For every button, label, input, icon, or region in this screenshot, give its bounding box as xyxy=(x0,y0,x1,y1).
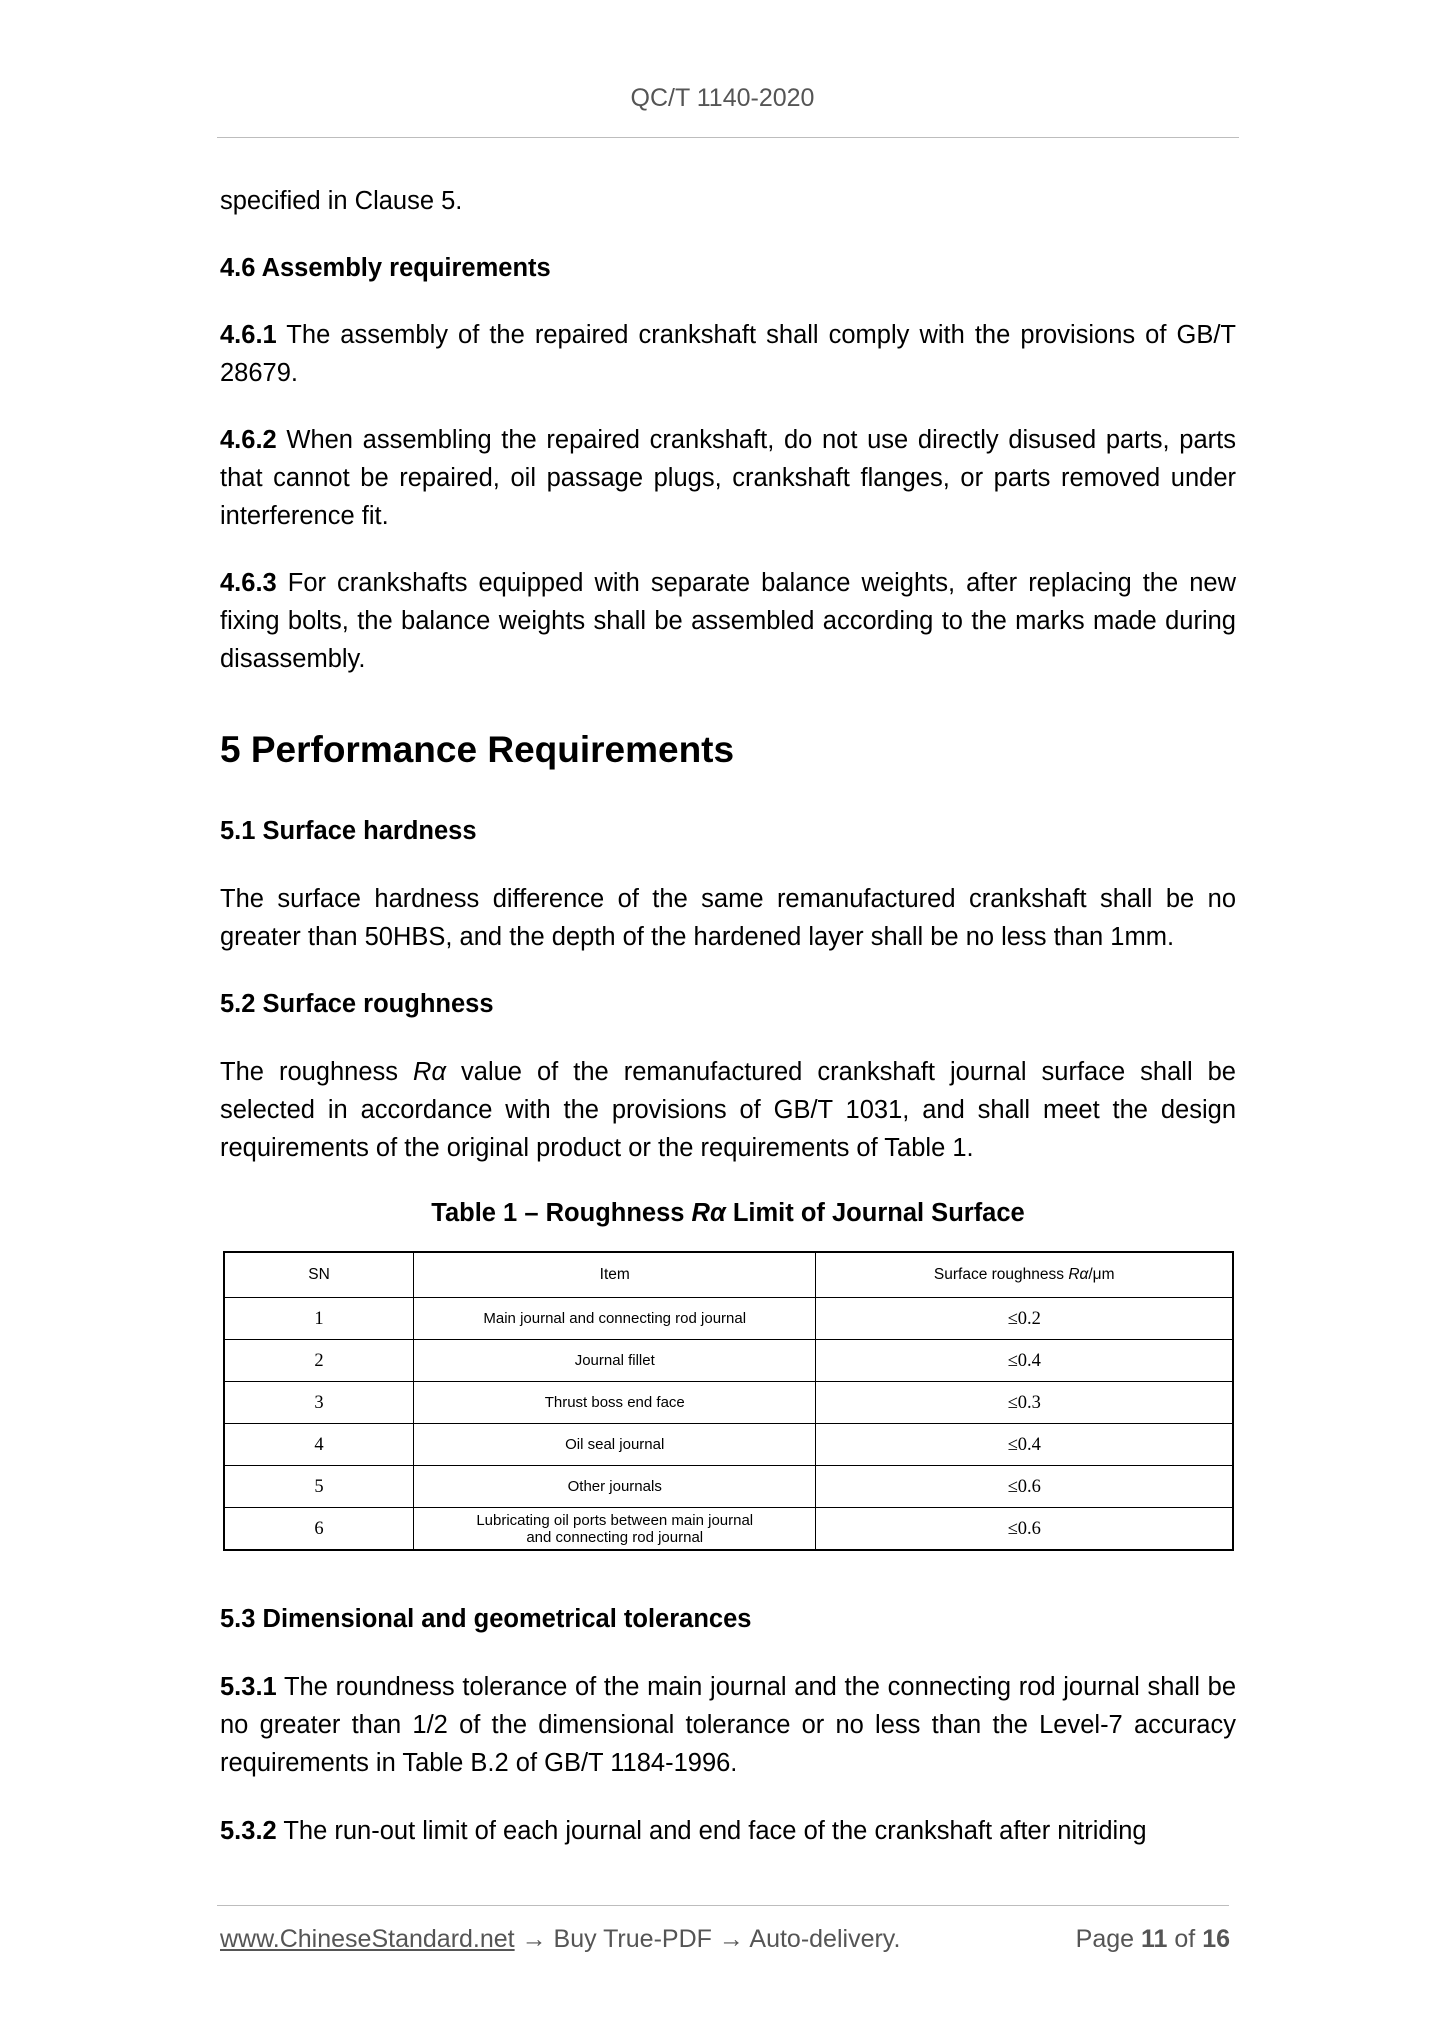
clause-number-4-6-3: 4.6.3 xyxy=(220,569,277,597)
paragraph-5-3-1 xyxy=(220,1668,1236,1782)
chinesestandard-link[interactable]: www.ChineseStandard.net xyxy=(220,1925,515,1953)
header-item: Item xyxy=(414,1252,816,1298)
caption-run: Table 1 – Roughness xyxy=(431,1199,692,1227)
heading-5-3: 5.3 Dimensional and geometrical tolerances xyxy=(220,1605,752,1633)
cell-sn: 1 xyxy=(224,1298,414,1340)
page-number xyxy=(1076,1925,1230,1954)
roughness-table xyxy=(223,1251,1234,1551)
header-run: Surface roughness xyxy=(933,1266,1069,1283)
cell-sn: 2 xyxy=(224,1340,414,1382)
clause-text-5-3-2: The run-out limit of each journal and end face of the crankshaft after nitriding xyxy=(276,1817,1147,1845)
ra-symbol: Rα xyxy=(413,1058,447,1086)
caption-run: Limit of Journal Surface xyxy=(725,1199,1025,1227)
document-id-header: QC/T 1140-2020 xyxy=(630,84,815,112)
cell-item: Main journal and connecting rod journal xyxy=(414,1298,816,1340)
cell-sn: 6 xyxy=(224,1508,414,1551)
clause-number-4-6-2: 4.6.2 xyxy=(220,426,277,454)
header-surface-roughness xyxy=(816,1252,1233,1298)
clause-number-5-3-1: 5.3.1 xyxy=(220,1673,277,1701)
total-pages: 16 xyxy=(1202,1925,1230,1953)
clause-text-5-3-1: The roundness tolerance of the main journal and the connecting rod journal shall be no greater than 1/2 of the dimensional tolerance or no less than the Level-7 accuracy requirements in Table B.2 of GB/T 1184-1996. xyxy=(220,1673,1236,1777)
heading-5-2: 5.2 Surface roughness xyxy=(220,990,494,1018)
header-run: /μm xyxy=(1088,1266,1115,1283)
cell-item: Journal fillet xyxy=(414,1340,816,1382)
cell-roughness: ≤0.3 xyxy=(816,1382,1233,1424)
footer-promo-text: → Buy True-PDF → Auto-delivery. xyxy=(514,1925,901,1953)
clause-text-4-6-2: When assembling the repaired crankshaft, do not use directly disused parts, parts that cannot be repaired, oil passage plugs, crankshaft flanges, or parts removed under interference fit. xyxy=(220,426,1236,530)
footer-promo xyxy=(220,1925,900,1954)
clause-number-5-3-2: 5.3.2 xyxy=(220,1817,277,1845)
clause-text-4-6-3: For crankshafts equipped with separate balance weights, after replacing the new fixing bolts, the balance weights shall be assembled according to the marks made during disassembly. xyxy=(220,569,1236,673)
cell-item: Lubricating oil ports between main journal and connecting rod journal xyxy=(414,1508,816,1551)
cell-sn: 3 xyxy=(224,1382,414,1424)
of-word: of xyxy=(1167,1925,1203,1953)
table-row xyxy=(224,1382,1233,1424)
page-body xyxy=(220,182,1236,1850)
paragraph-4-6-3 xyxy=(220,564,1236,678)
current-page: 11 xyxy=(1141,1925,1168,1953)
paragraph-5-2 xyxy=(220,1053,1236,1167)
cell-item: Other journals xyxy=(414,1466,816,1508)
table-row xyxy=(224,1508,1233,1551)
paragraph-5-3-2 xyxy=(220,1812,1236,1850)
paragraph-clause5-continuation: specified in Clause 5. xyxy=(220,187,463,215)
clause-text-4-6-1: The assembly of the repaired crankshaft shall comply with the provisions of GB/T 28679. xyxy=(220,321,1236,387)
table-header-row xyxy=(224,1252,1233,1298)
page-word: Page xyxy=(1075,1925,1141,1953)
cell-item: Thrust boss end face xyxy=(414,1382,816,1424)
paragraph-5-1: The surface hardness difference of the same remanufactured crankshaft shall be no greater than 50HBS, and the depth of the hardened layer shall be no less than 1mm. xyxy=(220,885,1236,951)
ra-symbol: Rα xyxy=(691,1199,726,1227)
table-row xyxy=(224,1466,1233,1508)
cell-roughness: ≤0.2 xyxy=(816,1298,1233,1340)
cell-roughness: ≤0.6 xyxy=(816,1466,1233,1508)
table-row xyxy=(224,1424,1233,1466)
clause-number-4-6-1: 4.6.1 xyxy=(220,321,277,349)
paragraph-4-6-2 xyxy=(220,421,1236,535)
header-divider xyxy=(217,137,1239,138)
cell-roughness: ≤0.4 xyxy=(816,1424,1233,1466)
text-run: value of the remanufactured crankshaft journal surface shall be selected in accordance with the provisions of GB/T 1031, and shall meet the design requirements of the original product or the requirements of Table 1. xyxy=(220,1058,1236,1162)
footer-divider xyxy=(217,1905,1229,1906)
cell-sn: 4 xyxy=(224,1424,414,1466)
heading-section-5: 5 Performance Requirements xyxy=(220,729,735,770)
table-row xyxy=(224,1340,1233,1382)
paragraph-4-6-1 xyxy=(220,316,1236,392)
heading-4-6: 4.6 Assembly requirements xyxy=(220,254,551,282)
cell-roughness: ≤0.4 xyxy=(816,1340,1233,1382)
cell-roughness: ≤0.6 xyxy=(816,1508,1233,1551)
table-1-caption xyxy=(220,1194,1236,1232)
heading-5-1: 5.1 Surface hardness xyxy=(220,817,477,845)
header-sn: SN xyxy=(224,1252,414,1298)
text-run: The roughness xyxy=(220,1058,414,1086)
cell-sn: 5 xyxy=(224,1466,414,1508)
table-row xyxy=(224,1298,1233,1340)
ra-symbol: Rα xyxy=(1068,1266,1089,1283)
cell-item: Oil seal journal xyxy=(414,1424,816,1466)
